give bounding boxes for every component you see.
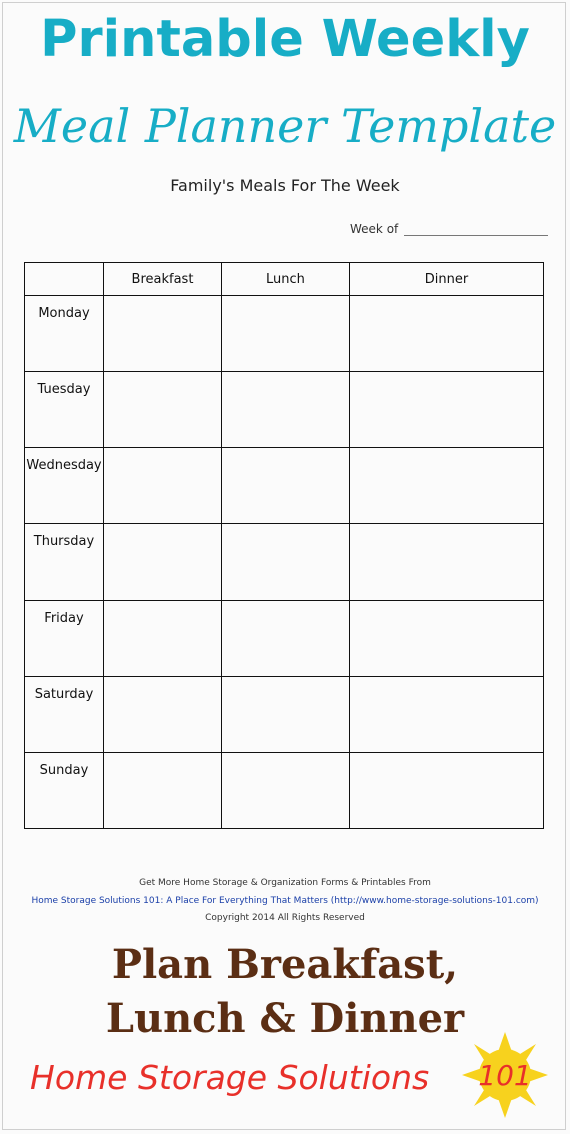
week-of-blank-line[interactable] [404, 225, 548, 236]
lunch-cell[interactable] [222, 296, 350, 372]
header-corner [25, 263, 104, 296]
table-row [25, 676, 544, 752]
breakfast-cell[interactable] [104, 372, 222, 448]
table-row [25, 296, 544, 372]
header-dinner: Dinner [350, 263, 544, 296]
dinner-cell[interactable] [350, 752, 544, 828]
footer-copyright: Copyright 2014 All Rights Reserved [205, 913, 365, 923]
lunch-cell[interactable] [222, 752, 350, 828]
dinner-cell[interactable] [350, 296, 544, 372]
footer-link[interactable]: Home Storage Solutions 101: A Place For Everything That Matters (http://www.home-storage-solutions-101.com) [31, 896, 539, 906]
day-label: Tuesday [25, 372, 104, 448]
footer-line-1: Get More Home Storage & Organization Forms & Printables From [139, 878, 431, 888]
brand-name: Home Storage Solutions [30, 1058, 430, 1097]
subtitle: Family's Meals For The Week [170, 176, 400, 195]
day-label: Sunday [25, 752, 104, 828]
lunch-cell[interactable] [222, 600, 350, 676]
dinner-cell[interactable] [350, 676, 544, 752]
table-row [25, 752, 544, 828]
day-label: Monday [25, 296, 104, 372]
day-label: Wednesday [25, 448, 104, 524]
table-row [25, 372, 544, 448]
title-line-2: Meal Planner Template [13, 99, 557, 153]
breakfast-cell[interactable] [104, 752, 222, 828]
day-label: Saturday [25, 676, 104, 752]
header-breakfast: Breakfast [104, 263, 222, 296]
dinner-cell[interactable] [350, 600, 544, 676]
dinner-cell[interactable] [350, 524, 544, 600]
lunch-cell[interactable] [222, 372, 350, 448]
header-row [25, 263, 544, 296]
lunch-cell[interactable] [222, 448, 350, 524]
lunch-cell[interactable] [222, 676, 350, 752]
sun-logo-icon [460, 1030, 550, 1120]
header-lunch: Lunch [222, 263, 350, 296]
week-of-label: Week of [350, 222, 399, 236]
lunch-cell[interactable] [222, 524, 350, 600]
brand-badge: 101 [478, 1059, 532, 1092]
breakfast-cell[interactable] [104, 296, 222, 372]
day-label: Thursday [25, 524, 104, 600]
title-line-1: Printable Weekly [40, 10, 530, 69]
breakfast-cell[interactable] [104, 676, 222, 752]
breakfast-cell[interactable] [104, 600, 222, 676]
day-label: Friday [25, 600, 104, 676]
promo-line-1: Plan Breakfast, [111, 941, 459, 988]
breakfast-cell[interactable] [104, 448, 222, 524]
table-row [25, 600, 544, 676]
dinner-cell[interactable] [350, 372, 544, 448]
table-row [25, 524, 544, 600]
table-row [25, 448, 544, 524]
week-of-field[interactable] [350, 222, 548, 236]
promo-line-2: Lunch & Dinner [105, 995, 465, 1042]
dinner-cell[interactable] [350, 448, 544, 524]
breakfast-cell[interactable] [104, 524, 222, 600]
meal-planner-table [24, 262, 544, 829]
